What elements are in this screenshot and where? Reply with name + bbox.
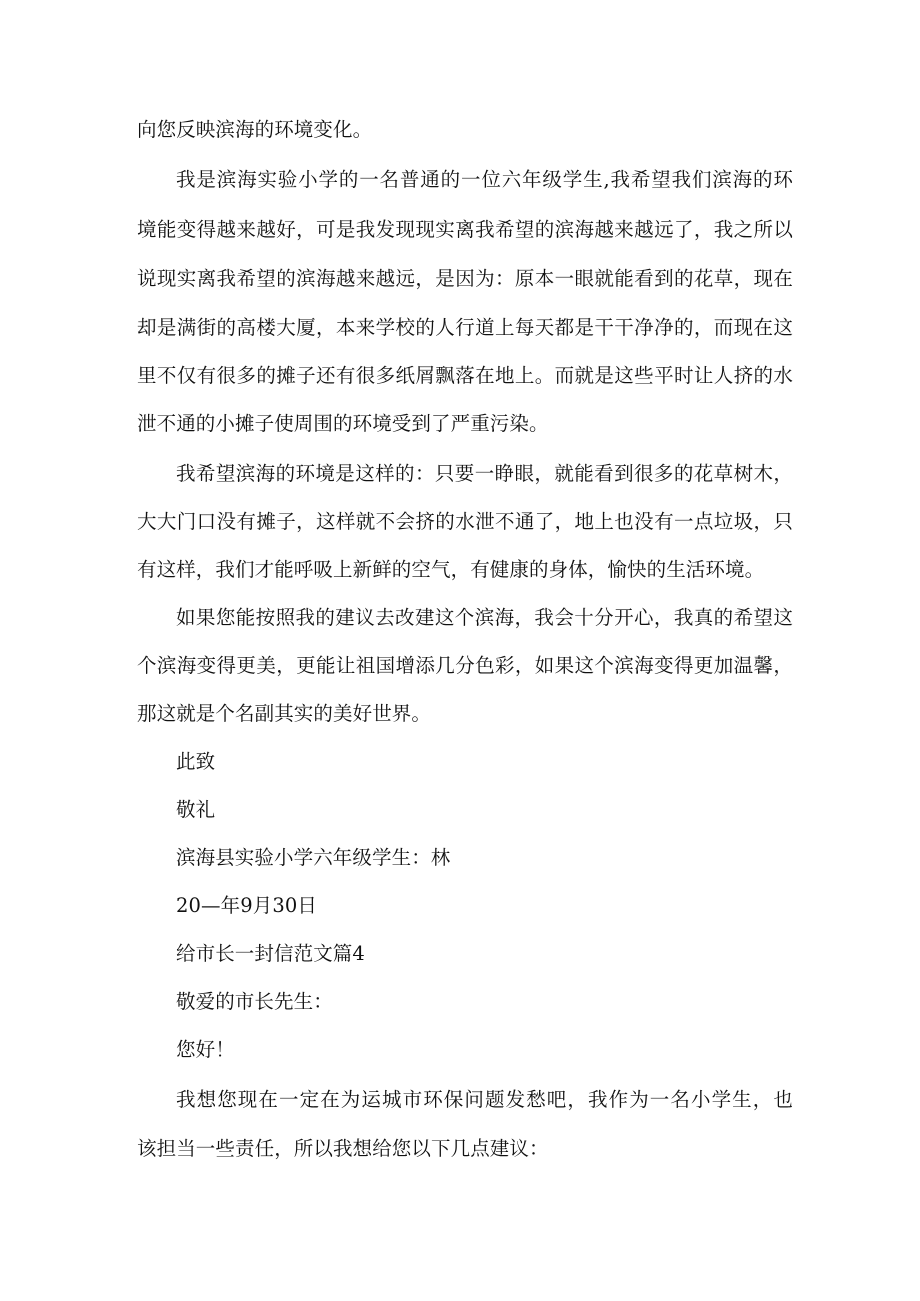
closing-regards: 敬礼 bbox=[176, 798, 216, 821]
greeting-line: 敬爱的市长先生： bbox=[176, 990, 333, 1013]
text-line: 该担当一些责任，所以我想给您以下几点建议： bbox=[137, 1137, 549, 1160]
closing-salutation: 此致 bbox=[176, 750, 216, 773]
text-line: 说现实离我希望的滨海越来越远，是因为：原本一眼就能看到的花草，现在 bbox=[137, 267, 793, 290]
text-line: 向您反映滨海的环境变化。 bbox=[137, 118, 373, 141]
paragraph-first-line: 我希望滨海的环境是这样的：只要一睁眼，就能看到很多的花草树木， bbox=[176, 462, 793, 485]
paragraph-first-line: 我是滨海实验小学的一名普通的一位六年级学生,我希望我们滨海的环 bbox=[176, 168, 793, 191]
text-line: 却是满街的高楼大厦，本来学校的人行道上每天都是干干净净的，而现在这 bbox=[137, 316, 793, 339]
text-line: 里不仅有很多的摊子还有很多纸屑飘落在地上。而就是这些平时让人挤的水 bbox=[137, 364, 793, 387]
text-line: 那这就是个名副其实的美好世界。 bbox=[137, 702, 432, 725]
section-title: 给市长一封信范文篇4 bbox=[176, 942, 365, 965]
text-line: 泄不通的小摊子使周围的环境受到了严重污染。 bbox=[137, 412, 549, 435]
text-line: 大大门口没有摊子，这样就不会挤的水泄不通了，地上也没有一点垃圾，只 bbox=[137, 510, 793, 533]
signature-line: 滨海县实验小学六年级学生：林 bbox=[176, 846, 451, 869]
paragraph-first-line: 我想您现在一定在为运城市环保问题发愁吧，我作为一名小学生，也 bbox=[176, 1088, 793, 1111]
greeting-hello: 您好！ bbox=[176, 1038, 235, 1061]
text-line: 境能变得越来越好，可是我发现现实离我希望的滨海越来越远了，我之所以 bbox=[137, 218, 793, 241]
text-line: 有这样，我们才能呼吸上新鲜的空气，有健康的身体，愉快的生活环境。 bbox=[137, 558, 765, 581]
paragraph-first-line: 如果您能按照我的建议去改建这个滨海，我会十分开心，我真的希望这 bbox=[176, 606, 793, 629]
date-line: 20—年9月30日 bbox=[176, 894, 317, 917]
text-line: 个滨海变得更美，更能让祖国增添几分色彩，如果这个滨海变得更加温馨， bbox=[137, 654, 793, 677]
